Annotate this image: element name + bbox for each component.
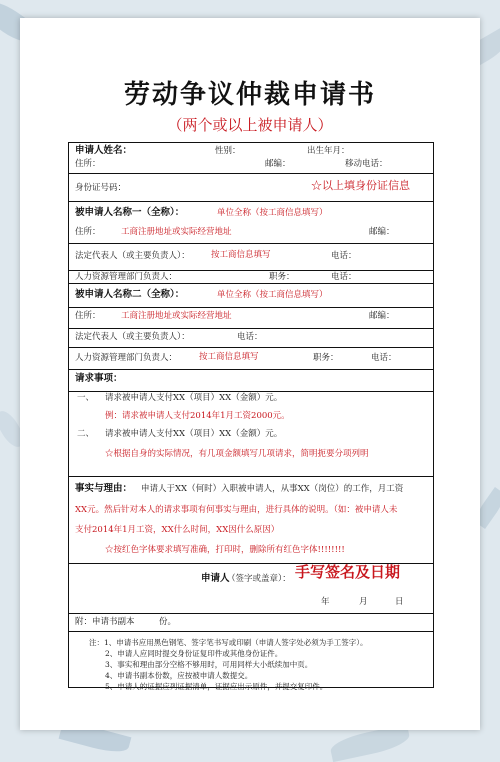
note-line: 4、申请书副本份数，应按被申请人数提交。 (105, 671, 253, 680)
respondent2-address-hint: 工商注册地址或实际经营地址 (121, 311, 232, 321)
applicant-address-label: 住所： (75, 159, 101, 169)
mobile-label: 移动电话： (345, 159, 388, 169)
note-line: 3、事实和理由部分空格不够用时，可用同样大小纸续加中页。 (105, 660, 313, 669)
document-sheet (20, 18, 480, 730)
row-divider (69, 369, 433, 370)
claim1-number: 一、 (77, 393, 95, 403)
id-number-label: 身份证号码： (75, 183, 127, 193)
row-divider (69, 613, 433, 614)
attachment-unit: 份。 (159, 617, 177, 627)
respondent1-position-label: 职务： (269, 272, 295, 282)
attachment-label: 附：申请书副本 (75, 617, 135, 627)
row-divider (69, 201, 433, 202)
respondent1-name-hint: 单位全称（按工商信息填写） (217, 208, 328, 218)
row-divider (69, 307, 433, 308)
respondent1-rep-label: 法定代表人（或主要负责人）： (75, 251, 190, 261)
facts-tip: ☆按红色字体要求填写准确，打印时，删除所有红色字体!!!!!!!! (105, 545, 345, 555)
applicant-name-label: 申请人姓名： (75, 145, 133, 156)
respondent2-name-label: 被申请人名称二（全称）： (75, 289, 185, 300)
signature-year-label: 年 (321, 597, 330, 607)
row-divider (69, 270, 433, 271)
row-divider (69, 347, 433, 348)
respondent1-name-label: 被申请人名称一（全称）： (75, 207, 185, 218)
signature-day-label: 日 (395, 597, 404, 607)
respondent2-postcode-label: 邮编： (369, 311, 395, 321)
signature-label: 申请人 (201, 573, 230, 584)
birth-label: 出生年月： (307, 146, 350, 156)
respondent2-address-label: 住所： (75, 311, 101, 321)
respondent1-address-hint: 工商注册地址或实际经营地址 (121, 227, 232, 237)
claim2-number: 二、 (77, 429, 95, 439)
row-divider (69, 173, 433, 174)
facts-heading: 事实与理由： (75, 483, 133, 494)
gender-label: 性别： (215, 146, 241, 156)
row-divider (69, 391, 433, 392)
handwritten-signature-hint: 手写签名及日期 (295, 563, 401, 581)
application-form (68, 142, 434, 691)
respondent2-hr-hint: 按工商信息填写 (199, 352, 259, 362)
claim1-text: 请求被申请人支付XX（项目）XX（金额）元。 (105, 393, 283, 403)
row-divider (69, 243, 433, 244)
signature-month-label: 月 (359, 597, 368, 607)
row-divider (69, 283, 433, 284)
facts-line2: XX元。然后针对本人的请求事项有何事实与理由，进行具体的说明。（如：被申请人未 (75, 505, 398, 515)
claims-heading: 请求事项： (75, 373, 123, 384)
facts-line1: 申请人于XX（何时）入职被申请人，从事XX（岗位）的工作，月工资 (141, 484, 404, 494)
respondent1-hr-label: 人力资源管理部门负责人： (75, 272, 178, 282)
row-divider (69, 328, 433, 329)
note-line: 注：1、申请书应用黑色钢笔、签字笔书写或印刷（申请人签字处必须为手工签字）。 (89, 638, 368, 647)
respondent1-address-label: 住所： (75, 227, 101, 237)
respondent1-phone-label: 电话： (331, 251, 357, 261)
document-title: 劳动争议仲裁申请书 (123, 80, 376, 110)
respondent2-name-hint: 单位全称（按工商信息填写） (217, 290, 328, 300)
applicant-postcode-label: 邮编： (265, 159, 291, 169)
signature-sub-label: （签字或盖章）： (227, 574, 291, 584)
claim-example: 例：请求被申请人支付2014年1月工资2000元。 (105, 411, 290, 421)
note-line: 5、申请人的证据应列证据清单，证据应出示原件，并提交复印件。 (105, 682, 328, 691)
respondent2-hr-phone-label: 电话： (371, 353, 397, 363)
facts-line3: 支付2014年1月工资，XX什么时间，XX因什么原因） (75, 525, 280, 535)
row-divider (69, 476, 433, 477)
claim2-text: 请求被申请人支付XX（项目）XX（金额）元。 (105, 429, 283, 439)
respondent1-rep-hint: 按工商信息填写 (211, 250, 271, 260)
respondent2-rep-label: 法定代表人（或主要负责人）： (75, 332, 190, 342)
respondent1-postcode-label: 邮编： (369, 227, 395, 237)
respondent2-position-label: 职务： (313, 353, 339, 363)
note-line: 2、申请人应同时提交身份证复印件或其他身份证件。 (105, 649, 283, 658)
id-hint: ☆以上填身份证信息 (311, 179, 410, 192)
claims-tip: ☆根据自身的实际情况，有几项金额填写几项请求，简明扼要分项列明 (105, 449, 369, 459)
row-divider (69, 631, 433, 632)
document-subtitle: （两个或以上被申请人） (167, 116, 333, 134)
respondent2-phone-label: 电话： (237, 332, 263, 342)
respondent2-hr-label: 人力资源管理部门负责人： (75, 353, 178, 363)
respondent1-hr-phone-label: 电话： (331, 272, 357, 282)
